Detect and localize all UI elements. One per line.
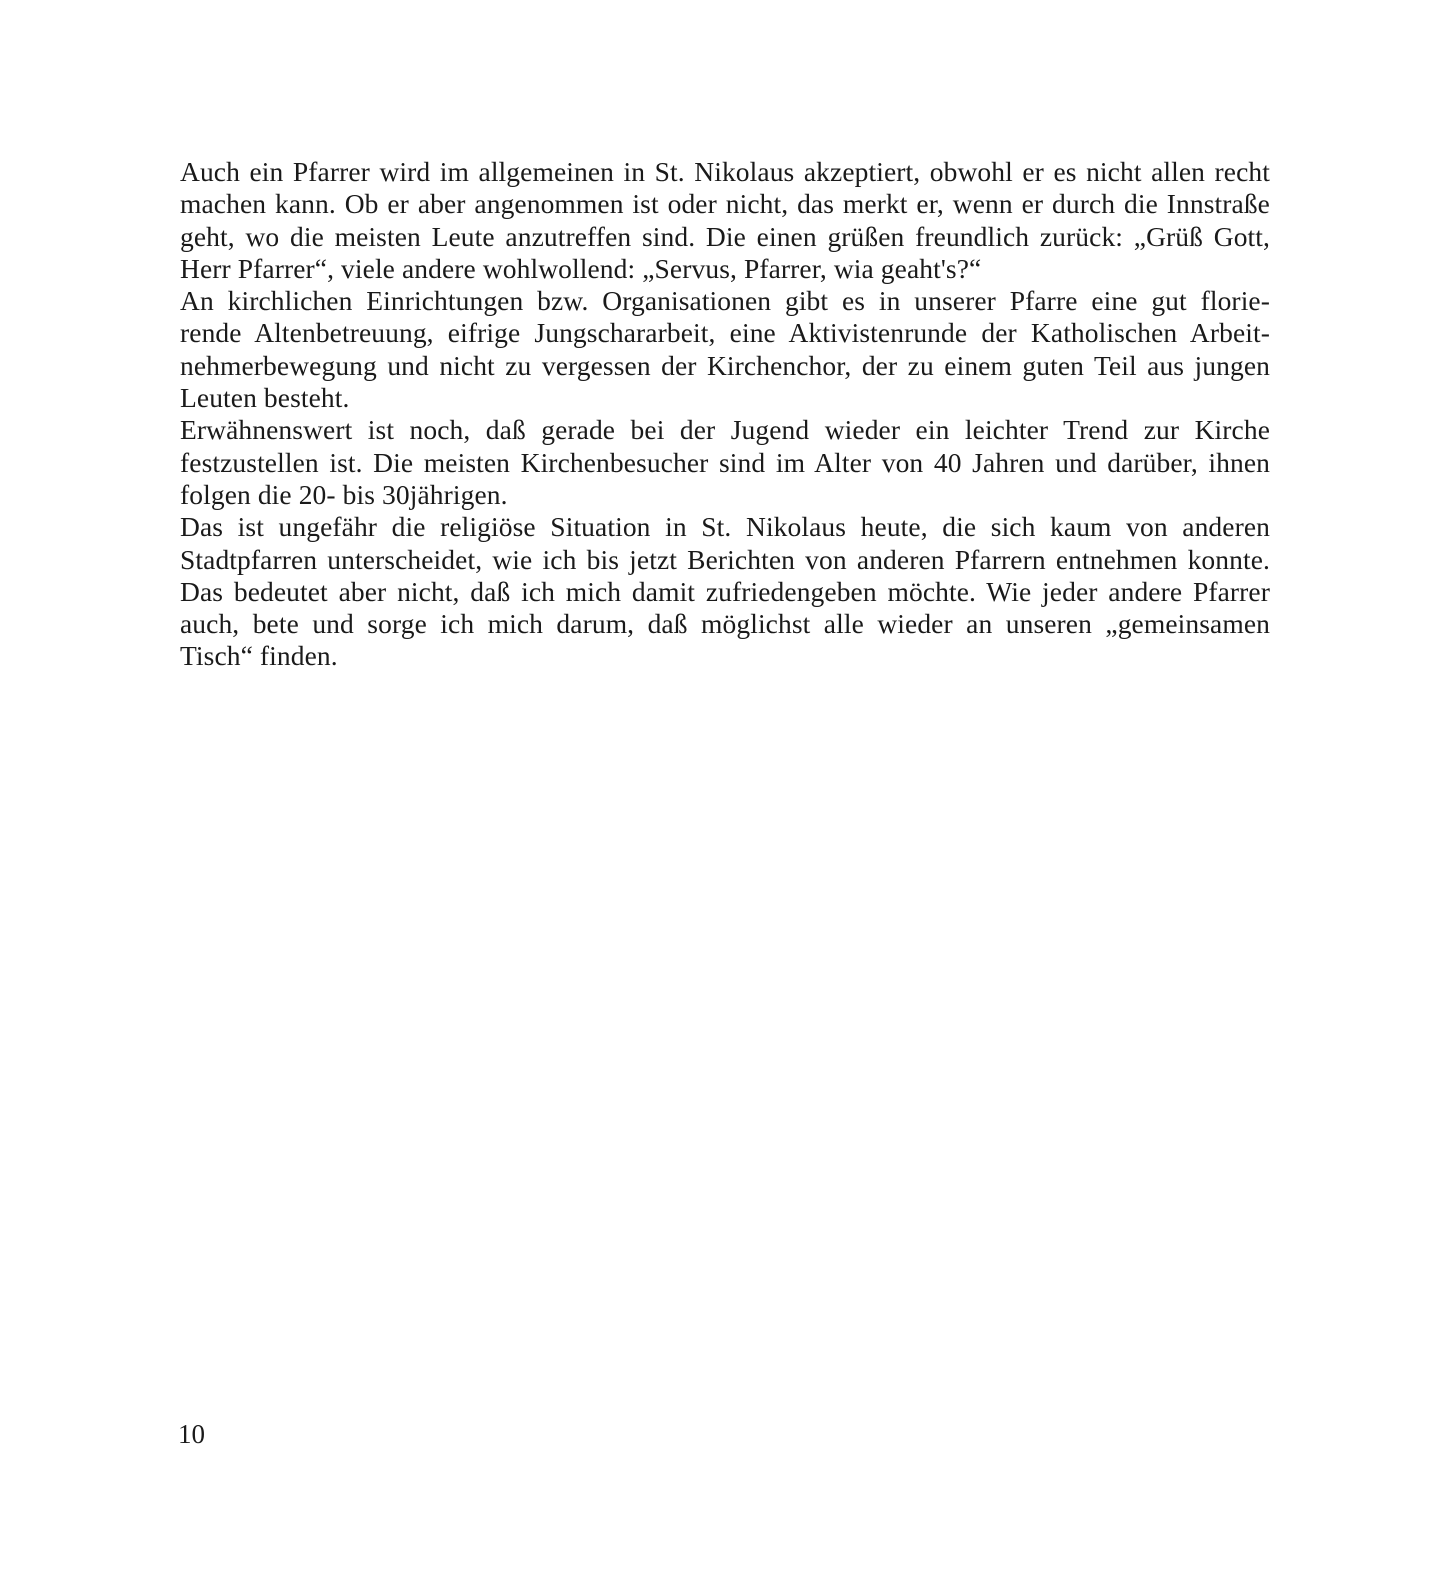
page-number: 10 <box>178 1419 205 1449</box>
text-line: Das bedeutet aber nicht, daß ich mich damit zufriedengeben möchte. Wie jeder andere Pfarrer <box>180 575 1270 607</box>
text-line: Herr Pfarrer“, viele andere wohlwollend: „Servus, Pfarrer, wia geaht's?“ <box>180 252 982 284</box>
text-line: Stadtpfarren unterscheidet, wie ich bis jetzt Berichten von anderen Pfarrern entnehmen konnte. <box>180 543 1270 575</box>
text-line: Das ist ungefähr die religiöse Situation in St. Nikolaus heute, die sich kaum von anderen <box>180 511 1270 543</box>
text-line: Leuten besteht. <box>180 382 350 414</box>
text-line: machen kann. Ob er aber angenommen ist oder nicht, das merkt er, wenn er durch die Innstraße <box>180 188 1270 220</box>
text-line: folgen die 20- bis 30jährigen. <box>180 478 508 510</box>
text-line: geht, wo die meisten Leute anzutreffen sind. Die einen grüßen freundlich zurück: „Grüß Gott, <box>180 220 1270 252</box>
paragraph-4 <box>180 511 1270 672</box>
paragraph-1 <box>180 156 1270 285</box>
text-line: Erwähnenswert ist noch, daß gerade bei der Jugend wieder ein leichter Trend zur Kirche <box>180 414 1270 446</box>
text-line: auch, bete und sorge ich mich darum, daß möglichst alle wieder an unseren „gemeinsamen <box>180 608 1270 640</box>
text-line: Tisch“ finden. <box>180 640 338 672</box>
body-text <box>180 156 1270 673</box>
paragraph-2 <box>180 285 1270 414</box>
text-line: rende Altenbetreuung, eifrige Jungschararbeit, eine Aktivistenrunde der Katholischen Arbeit- <box>180 317 1270 349</box>
text-line: nehmerbewegung und nicht zu vergessen der Kirchenchor, der zu einem guten Teil aus jungen <box>180 349 1270 381</box>
text-line: festzustellen ist. Die meisten Kirchenbesucher sind im Alter von 40 Jahren und darüber, ihnen <box>180 446 1270 478</box>
text-line: Auch ein Pfarrer wird im allgemeinen in St. Nikolaus akzeptiert, obwohl er es nicht allen recht <box>180 156 1270 187</box>
paragraph-3 <box>180 414 1270 511</box>
text-line: An kirchlichen Einrichtungen bzw. Organisationen gibt es in unserer Pfarre eine gut florie- <box>180 285 1270 317</box>
